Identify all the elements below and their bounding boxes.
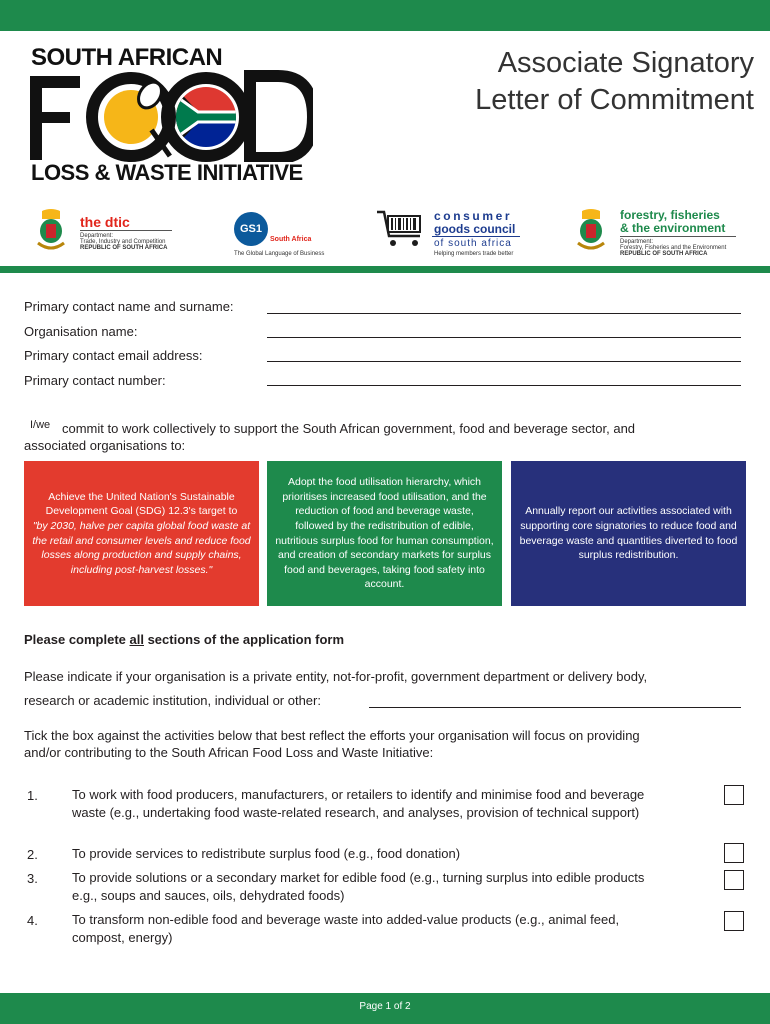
activity-1-text: To work with food producers, manufacturers, or retailers to identify and minimise food and beverage waste (e.g., undertaking food waste-related research, and analyses, provision of technical support): [72, 787, 645, 820]
logo-top-text: SOUTH AFRICAN: [31, 44, 223, 71]
cgc-line-2: goods council: [434, 222, 516, 236]
org-type-line-1: Please indicate if your organisation is a private entity, not-for-profit, government department or delivery body,: [24, 669, 648, 684]
cgc-tagline: Helping members trade better: [434, 251, 514, 257]
gs1-tagline: The Global Language of Business: [234, 251, 325, 257]
dtic-name: the dtic: [80, 214, 130, 230]
sdg-quote: "by 2030, halve per capita global food waste at the retail and consumer levels and reduce food losses along production and supply chains, including post-harvest losses.": [32, 519, 251, 576]
cgc-line-3: of south africa: [434, 238, 512, 249]
hierarchy-text: Adopt the food utilisation hierarchy, which prioritises increased food utilisation, and the reduction of food and beverage waste, followed by the redistribution of edible, nutritious surplus food for human consumption, and creation of secondary markets for surplus food and beverages, taking food safety into account.: [275, 476, 494, 591]
org-type-line-2: research or academic institution, individual or other:: [24, 693, 321, 708]
activity-1-checkbox[interactable]: [724, 785, 744, 805]
sdg-intro: Achieve the United Nation's Sustainable Development Goal (SDG) 12.3's target to: [45, 490, 238, 518]
heading-emphasis: all: [129, 632, 144, 647]
page-title: [475, 45, 754, 119]
sdg-target-box: [24, 461, 259, 606]
activity-3-text: To provide solutions or a secondary market for edible food (e.g., turning surplus into edible products e.g., soups and sauces, oils, dehydrated foods): [72, 870, 645, 903]
activity-3-checkbox[interactable]: [724, 870, 744, 890]
section-heading: [24, 632, 344, 647]
contact-email-field[interactable]: [267, 361, 741, 362]
forestry-line-2: & the environment: [620, 221, 726, 235]
activity-2-text: To provide services to redistribute surplus food (e.g., food donation): [72, 846, 461, 861]
forestry-dept-name: Forestry, Fisheries and the Environment: [620, 245, 727, 251]
heading-post: sections of the application form: [143, 632, 345, 647]
forestry-line-1: forestry, fisheries: [620, 208, 720, 222]
contact-email-label: Primary contact email address:: [24, 348, 203, 363]
iwe-label: I/we: [30, 419, 51, 431]
dtic-dept-name: Trade, Industry and Competition: [80, 239, 166, 245]
activity-1-number: 1.: [27, 788, 38, 803]
activity-4-checkbox[interactable]: [724, 911, 744, 931]
activity-2-checkbox[interactable]: [724, 843, 744, 863]
forestry-divider: [620, 236, 736, 237]
header-divider: [0, 266, 770, 273]
shopping-cart-icon: [376, 209, 426, 249]
gs1-region: South Africa: [270, 236, 312, 243]
cgc-divider: [432, 236, 520, 237]
contact-name-label: Primary contact name and surname:: [24, 299, 234, 314]
contact-name-field[interactable]: [267, 313, 741, 314]
commitment-line-2: associated organisations to:: [24, 438, 186, 453]
activity-3-number: 3.: [27, 871, 38, 886]
contact-number-field[interactable]: [267, 385, 741, 386]
heading-pre: Please complete: [24, 632, 130, 647]
hierarchy-box: [267, 461, 502, 606]
gs1-logo: GS1: [234, 212, 268, 246]
activity-2-number: 2.: [27, 847, 38, 862]
contact-number-label: Primary contact number:: [24, 373, 166, 388]
coat-of-arms-icon: [36, 209, 66, 251]
dtic-divider: [80, 230, 172, 231]
title-line-1: Associate Signatory: [497, 47, 754, 79]
activity-4-number: 4.: [27, 913, 38, 928]
reporting-box: [511, 461, 746, 606]
page-number: Page 1 of 2: [359, 1001, 411, 1012]
forestry-dept: Department:: [620, 239, 654, 245]
commitment-line-1: commit to work collectively to support the South African government, food and beverage sector, and: [62, 421, 636, 436]
food-logo: [28, 70, 313, 162]
tick-instruction-line-1: Tick the box against the activities below that best reflect the efforts your organisation will focus on providing: [24, 728, 640, 743]
header-bar: [0, 0, 770, 31]
organisation-name-label: Organisation name:: [24, 324, 138, 339]
dtic-dept: Department:: [80, 233, 114, 239]
coat-of-arms-icon: [576, 209, 606, 251]
forestry-country: REPUBLIC OF SOUTH AFRICA: [620, 251, 708, 257]
org-type-field[interactable]: [369, 707, 741, 708]
cgc-line-1: consumer: [434, 209, 513, 223]
logo-bottom-text: LOSS & WASTE INITIATIVE: [31, 160, 303, 185]
dtic-country: REPUBLIC OF SOUTH AFRICA: [80, 245, 168, 251]
reporting-text: Annually report our activities associated with supporting core signatories to reduce food and beverage waste and quantities diverted to food surplus redistribution.: [519, 505, 738, 562]
activity-4-text: To transform non-edible food and beverage waste into added-value products (e.g., animal feed, compost, energy): [72, 912, 620, 945]
organisation-name-field[interactable]: [267, 337, 741, 338]
tick-instruction-line-2: and/or contributing to the South African Food Loss and Waste Initiative:: [24, 745, 434, 760]
title-line-2: Letter of Commitment: [475, 84, 754, 116]
forestry-logo: [620, 209, 725, 235]
